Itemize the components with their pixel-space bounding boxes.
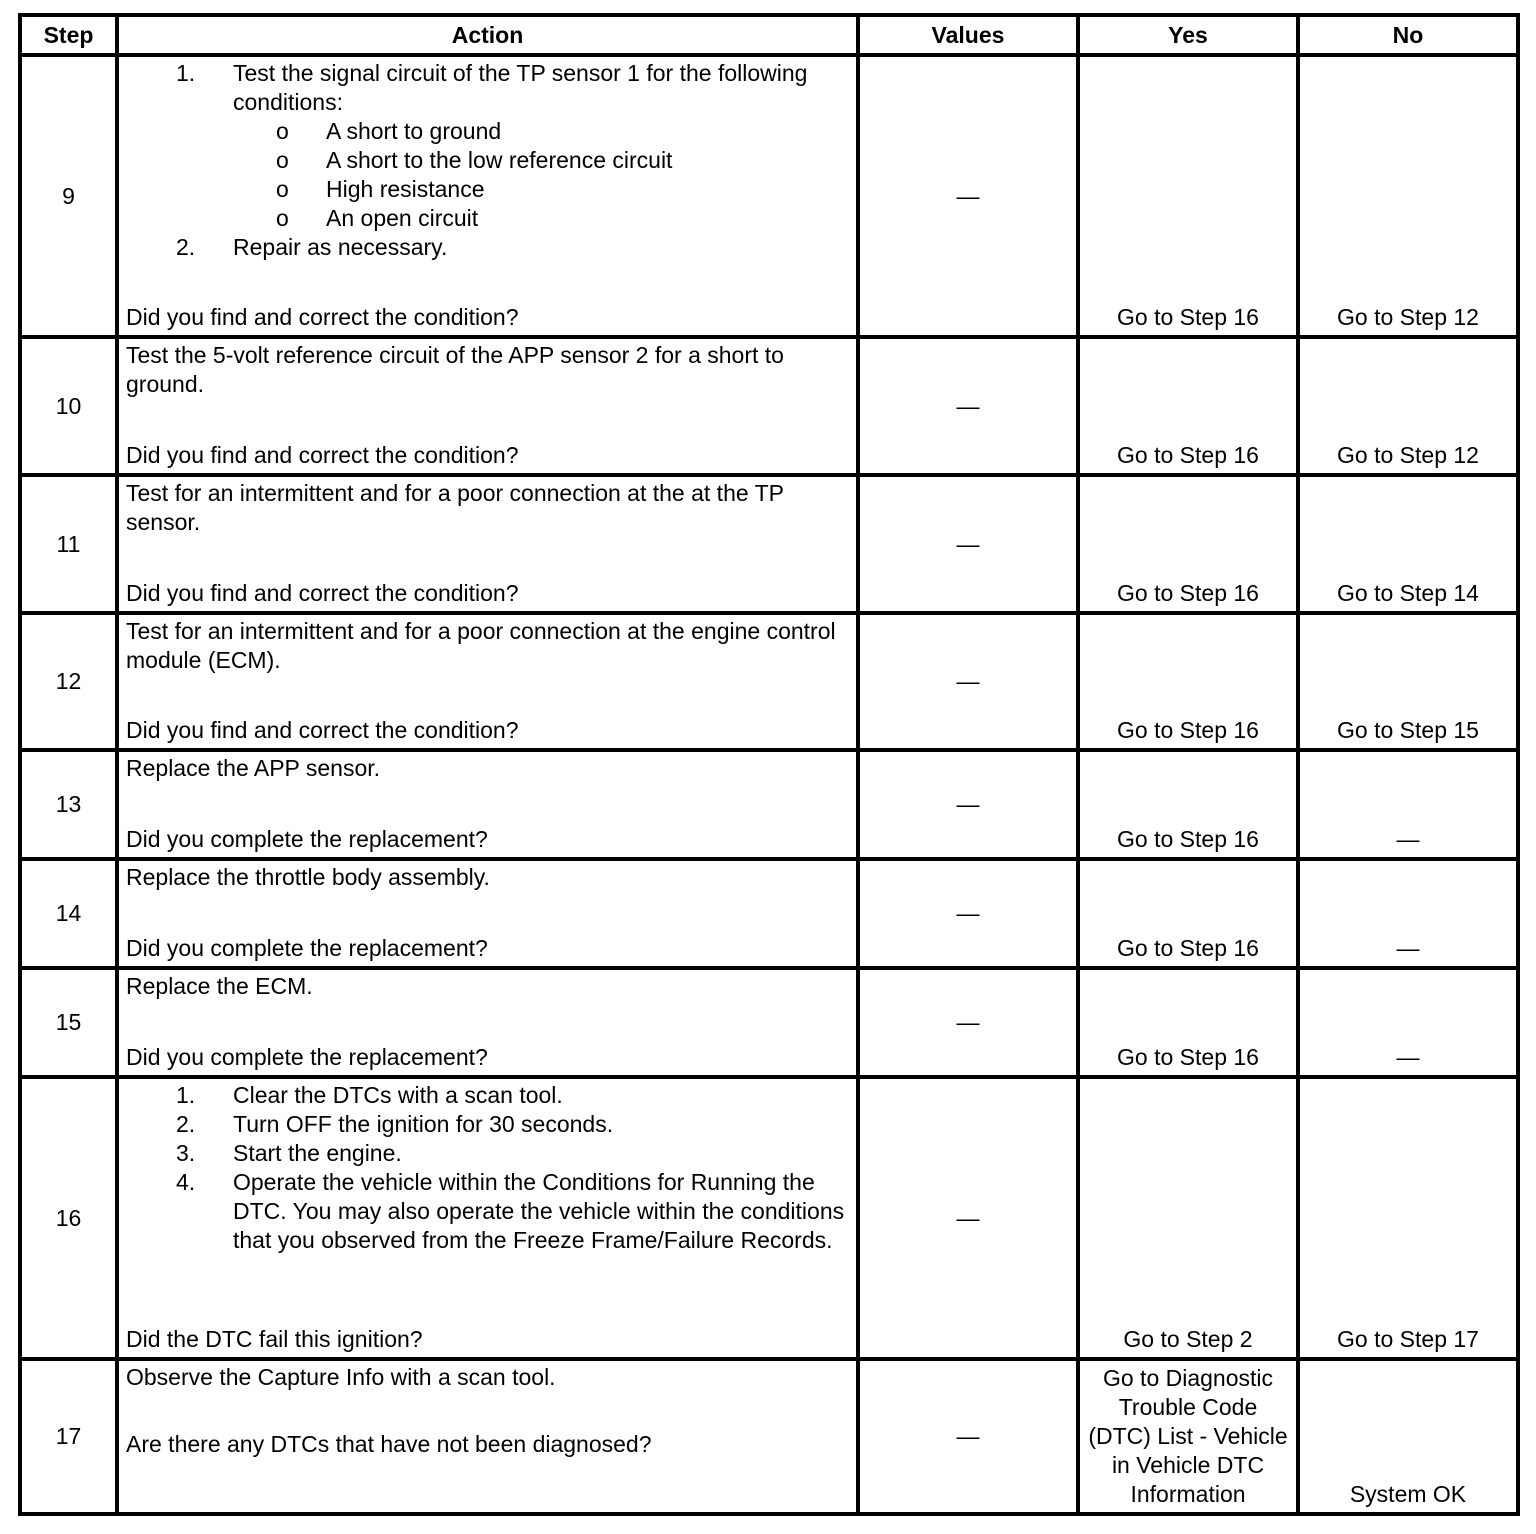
action-list <box>126 59 848 262</box>
header-values: Values <box>931 21 1005 48</box>
action-cell <box>119 615 856 748</box>
yes-cell: Go to Step 16 <box>1117 580 1259 606</box>
bullet-icon: o <box>276 205 289 231</box>
yes-cell: Go to Diagnostic Trouble Code (DTC) List - Vehicle in Vehicle DTC Information <box>1088 1365 1288 1507</box>
values-cell: — <box>956 1423 980 1449</box>
no-cell: — <box>1396 1044 1420 1070</box>
bullet-icon: o <box>276 176 289 202</box>
values-cell: — <box>956 1009 980 1035</box>
action-list <box>126 1081 848 1255</box>
action-text: Test for an intermittent and for a poor connection at the engine control module (ECM). <box>126 618 836 673</box>
header-step: Step <box>43 21 94 48</box>
yes-cell: Go to Step 2 <box>1123 1326 1253 1352</box>
step-number: 9 <box>62 182 75 209</box>
action-cell <box>119 339 856 473</box>
no-cell: — <box>1396 826 1420 852</box>
list-item: 1. Test the signal circuit of the TP sensor 1 for the following conditions: o A short to ground o A short to the low reference circuit o High resistance o An open circuit <box>126 59 848 233</box>
yes-cell: Go to Step 16 <box>1117 717 1259 743</box>
action-cell <box>119 861 856 966</box>
action-cell <box>119 57 856 335</box>
no-cell: Go to Step 15 <box>1337 717 1479 743</box>
list-item: 4. Operate the vehicle within the Conditions for Running the DTC. You may also operate the vehicle within the conditions that you observed from the Freeze Frame/Failure Records. <box>176 1169 845 1253</box>
question-text: Did you find and correct the condition? <box>126 442 519 468</box>
no-cell: Go to Step 14 <box>1337 580 1479 606</box>
values-cell: — <box>956 1204 980 1231</box>
action-cell <box>119 1079 856 1357</box>
list-item: o An open circuit <box>276 205 479 231</box>
yes-cell: Go to Step 16 <box>1117 826 1259 852</box>
header-yes: Yes <box>1168 21 1208 48</box>
list-item: o High resistance <box>276 176 485 202</box>
action-text: Test the 5-volt reference circuit of the APP sensor 2 for a short to ground. <box>126 342 784 397</box>
action-cell <box>119 1361 856 1512</box>
values-cell: — <box>956 530 980 557</box>
question-text: Did the DTC fail this ignition? <box>126 1326 423 1352</box>
action-text: Replace the APP sensor. <box>126 755 381 781</box>
step-number: 10 <box>55 392 82 419</box>
question-text: Did you complete the replacement? <box>126 826 488 852</box>
bullet-icon: o <box>276 147 289 173</box>
list-item: 3. Start the engine. <box>176 1140 402 1166</box>
action-text: Replace the throttle body assembly. <box>126 864 490 890</box>
yes-cell: Go to Step 16 <box>1117 304 1259 330</box>
step-number: 15 <box>55 1009 82 1035</box>
list-item: o A short to the low reference circuit <box>276 147 673 173</box>
action-text: Observe the Capture Info with a scan tool. <box>126 1364 556 1390</box>
action-cell <box>119 752 856 857</box>
list-item: 2. Turn OFF the ignition for 30 seconds. <box>176 1111 614 1137</box>
action-cell <box>119 477 856 611</box>
bullet-icon: o <box>276 118 289 144</box>
step-number: 17 <box>55 1423 82 1449</box>
step-number: 16 <box>55 1204 82 1231</box>
action-cell <box>119 970 856 1075</box>
values-cell: — <box>956 392 980 419</box>
yes-cell: Go to Step 16 <box>1117 1044 1259 1070</box>
diagnostic-table <box>18 13 1520 1516</box>
no-cell: Go to Step 12 <box>1337 304 1479 330</box>
step-number: 14 <box>55 900 82 926</box>
no-cell: System OK <box>1349 1481 1467 1507</box>
action-text: Test for an intermittent and for a poor connection at the at the TP sensor. <box>126 480 784 535</box>
no-cell: — <box>1396 935 1420 961</box>
list-item: 2. Repair as necessary. <box>176 234 448 260</box>
values-cell: — <box>956 791 980 817</box>
action-text: Replace the ECM. <box>126 973 313 999</box>
values-cell: — <box>956 668 980 694</box>
header-action: Action <box>451 21 524 48</box>
values-cell: — <box>956 900 980 926</box>
condition-list <box>126 117 848 233</box>
no-cell: Go to Step 17 <box>1337 1326 1479 1352</box>
yes-cell: Go to Step 16 <box>1117 442 1259 468</box>
question-text: Did you find and correct the condition? <box>126 580 519 606</box>
values-cell: — <box>956 182 980 209</box>
yes-cell: Go to Step 16 <box>1117 935 1259 961</box>
question-text: Did you complete the replacement? <box>126 935 488 961</box>
question-text: Did you complete the replacement? <box>126 1044 488 1070</box>
step-number: 12 <box>55 668 82 694</box>
step-number: 11 <box>56 530 81 557</box>
step-number: 13 <box>55 791 82 817</box>
list-item: o A short to ground <box>276 118 502 144</box>
header-no: No <box>1392 21 1424 48</box>
no-cell: Go to Step 12 <box>1337 442 1479 468</box>
question-text: Are there any DTCs that have not been diagnosed? <box>126 1431 652 1457</box>
question-text: Did you find and correct the condition? <box>126 304 519 330</box>
question-text: Did you find and correct the condition? <box>126 717 519 743</box>
list-item: 1. Clear the DTCs with a scan tool. <box>176 1082 563 1108</box>
